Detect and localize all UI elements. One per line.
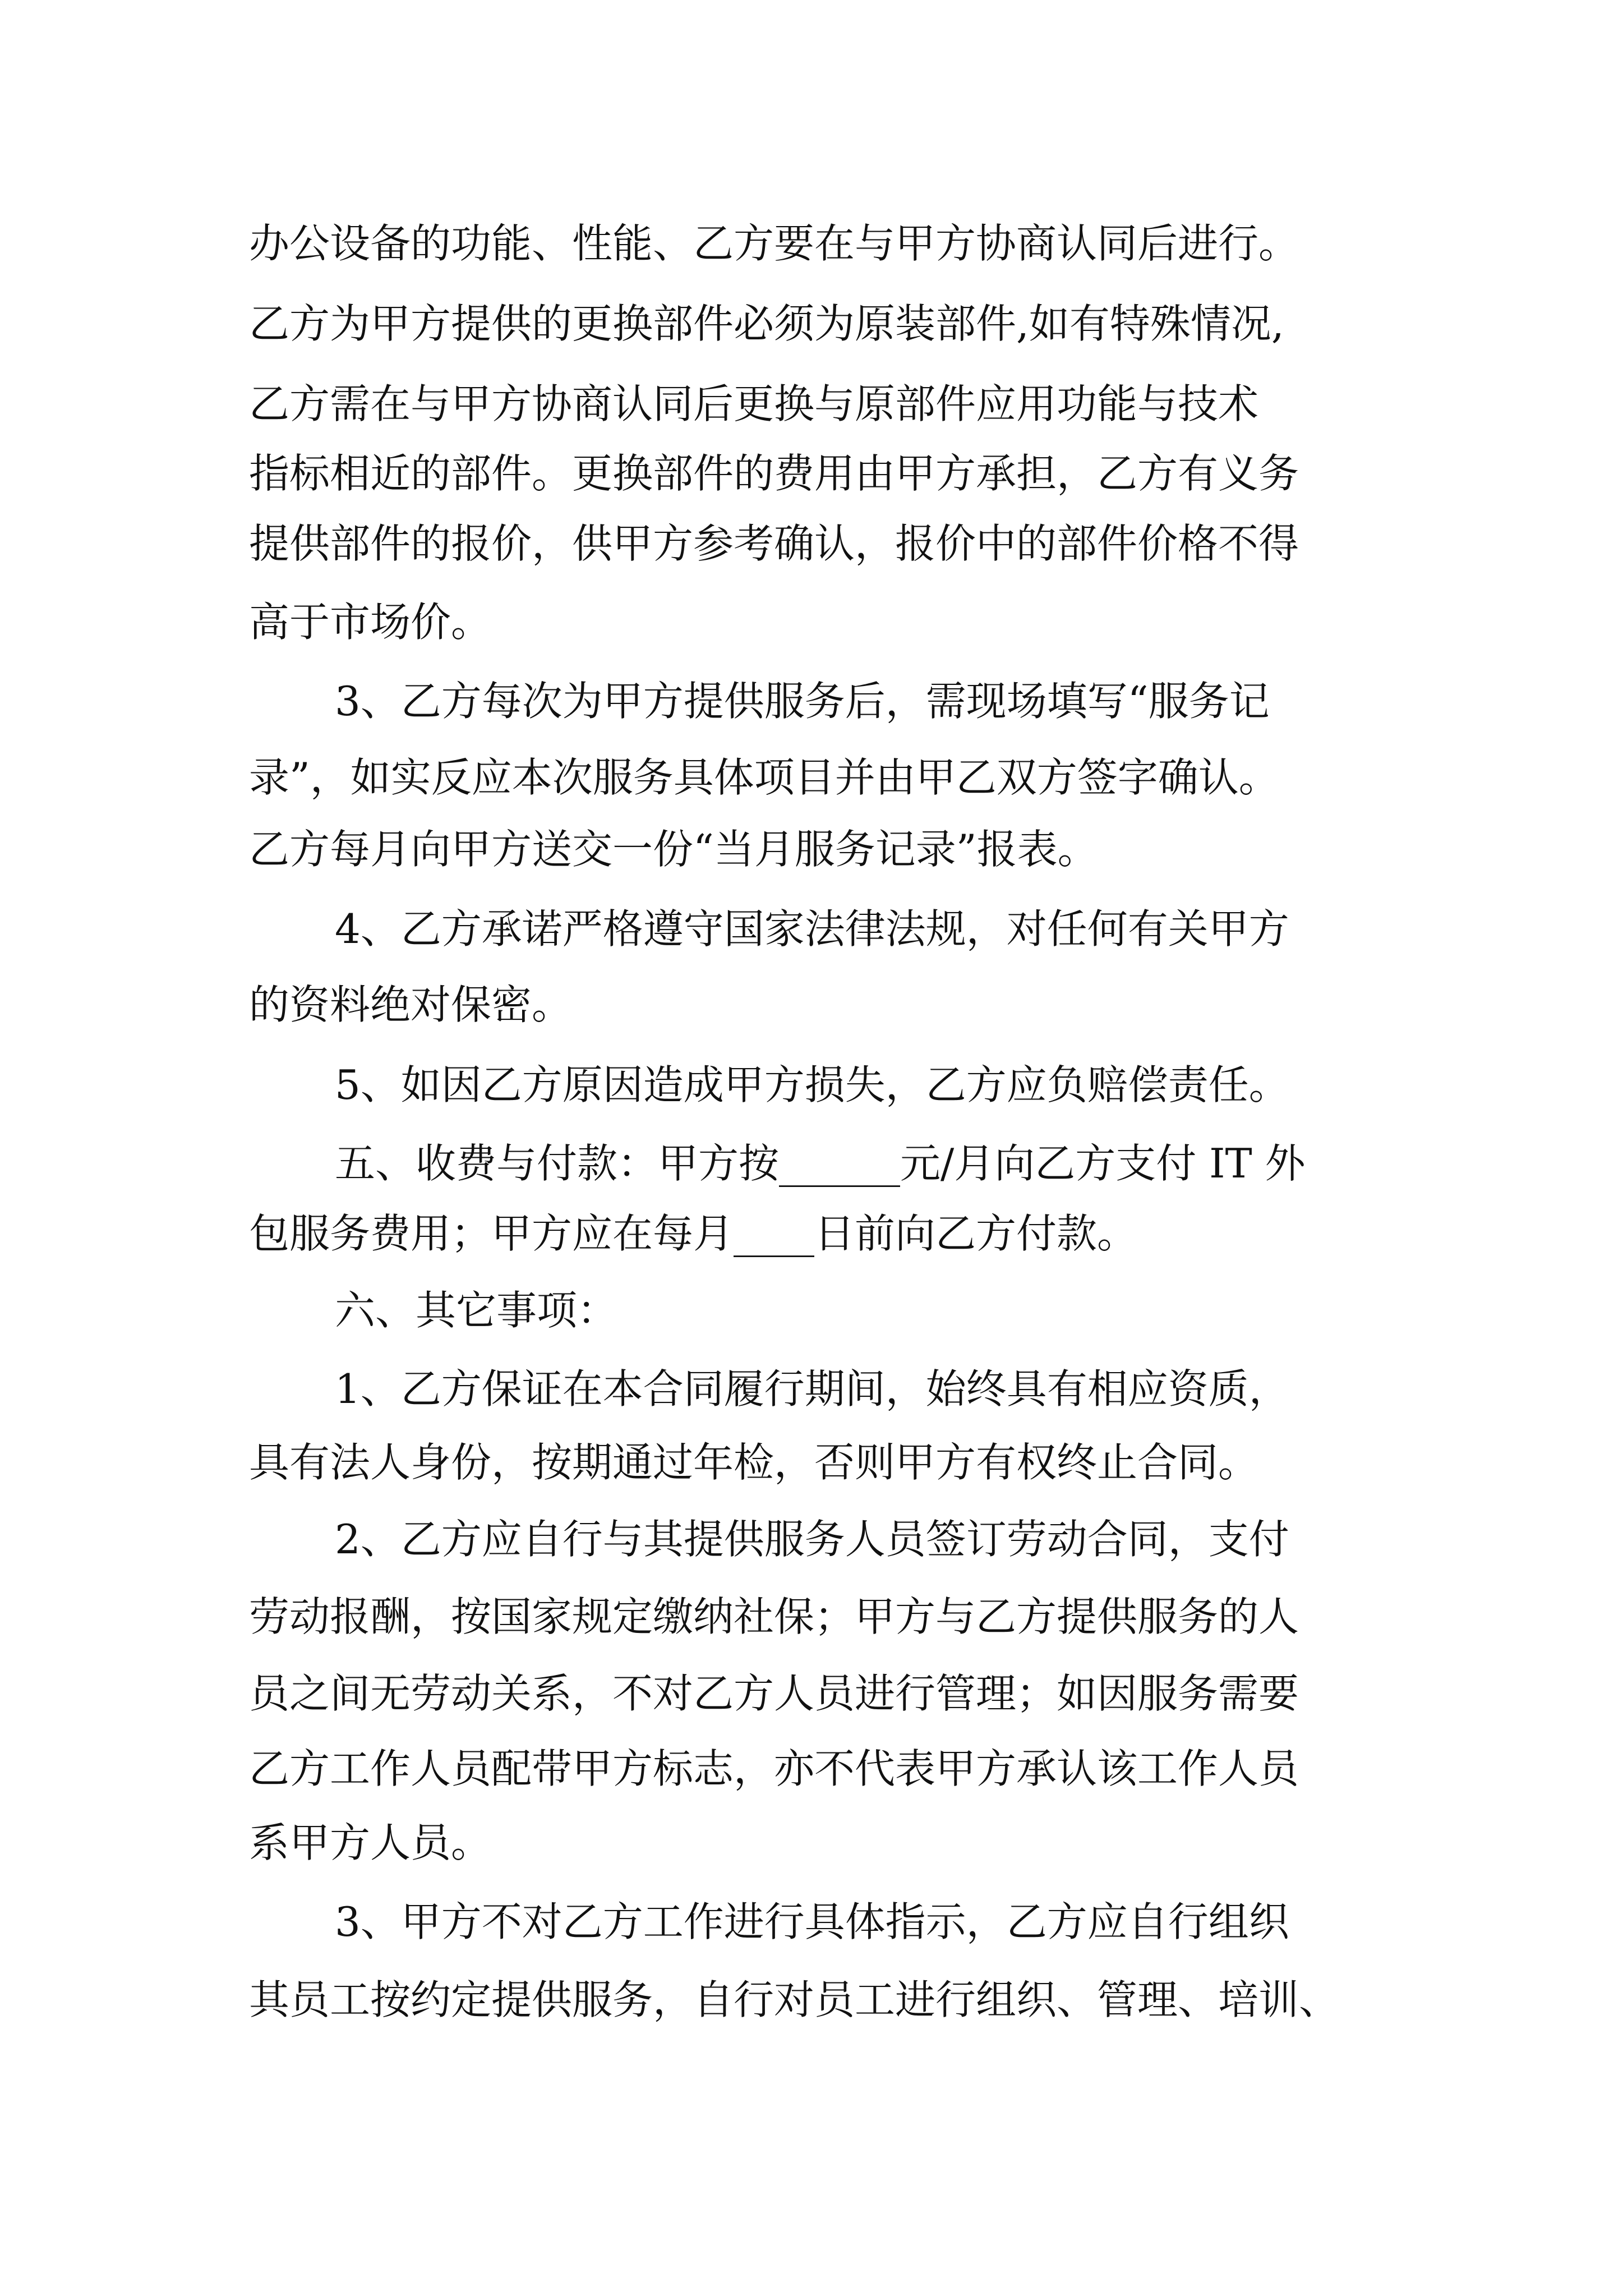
paragraph-start-line: 1、乙方保证在本合同履行期间，始终具有相应资质， bbox=[335, 1365, 1289, 1412]
text-line: 的资料绝对保密。 bbox=[249, 981, 573, 1028]
text-line: 录”，如实反应本次服务具体项目并由甲乙双方签字确认。 bbox=[249, 754, 1279, 801]
text-line: 提供部件的报价，供甲方参考确认，报价中的部件价格不得 bbox=[249, 520, 1299, 567]
text-line: 乙方每月向甲方送交一份“当月服务记录”报表。 bbox=[249, 826, 1098, 873]
text-line: 高于市场价。 bbox=[249, 599, 492, 646]
text-line: 其员工按约定提供服务，自行对员工进行组织、管理、培训、 bbox=[249, 1976, 1340, 2023]
paragraph-start-line: 4、乙方承诺严格遵守国家法律法规，对任何有关甲方 bbox=[335, 905, 1289, 953]
text-line: 员之间无劳动关系，不对乙方人员进行管理；如因服务需要 bbox=[249, 1670, 1299, 1717]
paragraph-start-line: 3、甲方不对乙方工作进行具体指示，乙方应自行组织 bbox=[335, 1898, 1289, 1945]
section-heading-line: 六、其它事项： bbox=[335, 1287, 618, 1334]
paragraph-start-line: 5、如因乙方原因造成甲方损失，乙方应负赔偿责任。 bbox=[335, 1061, 1289, 1108]
paragraph-start-line: 2、乙方应自行与其提供服务人员签订劳动合同，支付 bbox=[335, 1516, 1289, 1563]
text-line: 乙方为甲方提供的更换部件必须为原装部件,如有特殊情况, bbox=[249, 300, 1284, 347]
text-line: 办公设备的功能、性能、乙方要在与甲方协商认同后进行。 bbox=[249, 220, 1299, 267]
section-heading-line: 五、收费与付款：甲方按______元/月向乙方支付 IT 外 bbox=[335, 1140, 1306, 1187]
text-line: 包服务费用；甲方应在每月____日前向乙方付款。 bbox=[249, 1210, 1138, 1257]
text-line: 乙方需在与甲方协商认同后更换与原部件应用功能与技术 bbox=[249, 380, 1259, 427]
text-line: 劳动报酬，按国家规定缴纳社保；甲方与乙方提供服务的人 bbox=[249, 1593, 1299, 1640]
text-line: 系甲方人员。 bbox=[249, 1819, 492, 1866]
text-line: 具有法人身份，按期通过年检，否则甲方有权终止合同。 bbox=[249, 1439, 1259, 1486]
text-line: 乙方工作人员配带甲方标志，亦不代表甲方承认该工作人员 bbox=[249, 1745, 1299, 1792]
text-line: 指标相近的部件。更换部件的费用由甲方承担，乙方有义务 bbox=[249, 450, 1299, 497]
paragraph-start-line: 3、乙方每次为甲方提供服务后，需现场填写“服务记 bbox=[335, 678, 1270, 725]
